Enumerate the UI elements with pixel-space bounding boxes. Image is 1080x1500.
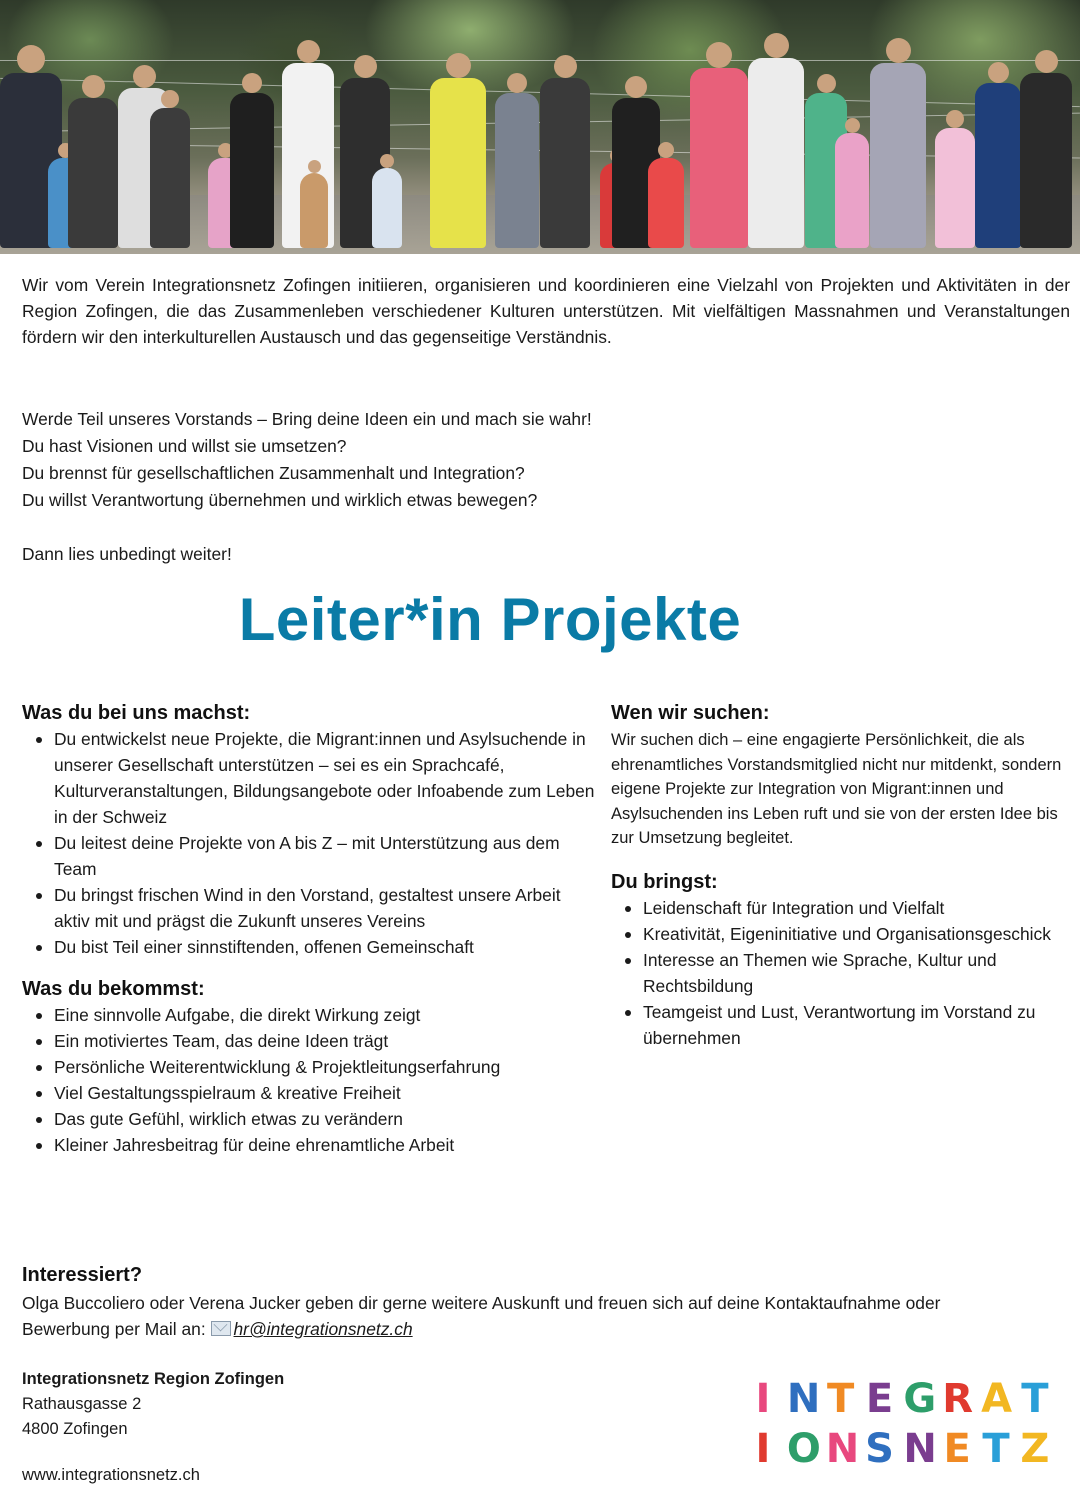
list-item: Eine sinnvolle Aufgabe, die direkt Wirkung zeigt <box>22 1002 597 1028</box>
person-silhouette <box>935 128 975 248</box>
benefits-section <box>22 976 597 1158</box>
list-item: Du entwickelst neue Projekte, die Migrant:innen und Asylsuchende in unserer Gesellschaft unterstützen – sei es ein Sprachcafé, Kulturveranstaltungen, Bildungsangebote oder Infoabende zum Leben in der Schweiz <box>22 726 597 830</box>
envelope-icon <box>211 1321 231 1336</box>
benefits-list <box>22 1002 597 1158</box>
person-silhouette <box>835 133 869 248</box>
person-head <box>706 42 732 68</box>
person-head <box>507 73 527 93</box>
person-head <box>764 33 789 58</box>
list-item: Kreativität, Eigeninitiative und Organisationsgeschick <box>611 921 1071 947</box>
search-text: Wir suchen dich – eine engagierte Persönlichkeit, die als ehrenamtliches Vorstandsmitglied nicht nur mitdenkt, sondern eigene Projekte zur Integration von Migrant:innen und Asylsuchenden ins Leben ruft und sie von der ersten Idee bis zur Umsetzung begleitet. <box>611 731 1062 848</box>
list-item: Du bringst frischen Wind in den Vorstand, gestaltest unsere Arbeit aktiv mit und prägst die Zukunft unseres Vereins <box>22 882 597 934</box>
logo-row <box>748 1378 1050 1420</box>
contact-section <box>22 1262 1022 1342</box>
logo-letter: G <box>903 1376 937 1422</box>
person-silhouette <box>748 58 804 248</box>
contact-body: Olga Buccoliero oder Verena Jucker geben dir gerne weitere Auskunft und freuen sich auf deine Kontaktaufnahme oder Bewerbung per Mail an: <box>22 1293 941 1339</box>
logo-letter: O <box>786 1426 821 1472</box>
job-title: Leiter*in Projekte <box>238 586 742 653</box>
person-head <box>17 45 45 73</box>
list-item: Persönliche Weiterentwicklung & Projektleitungserfahrung <box>22 1054 597 1080</box>
person-silhouette <box>495 93 539 248</box>
logo-row <box>748 1428 1050 1470</box>
integrationsnetz-logo <box>748 1376 1058 1472</box>
cta-line: Du hast Visionen und willst sie umsetzen? <box>22 436 347 456</box>
left-column <box>22 700 597 1158</box>
logo-letter: N <box>825 1426 860 1472</box>
list-item: Teamgeist und Lust, Verantwortung im Vorstand zu übernehmen <box>611 999 1071 1051</box>
person-silhouette <box>870 63 926 248</box>
person-head <box>354 55 377 78</box>
email-link[interactable]: hr@integrationsnetz.ch <box>233 1319 413 1339</box>
list-item: Ein motiviertes Team, das deine Ideen trägt <box>22 1028 597 1054</box>
person-silhouette <box>372 168 402 248</box>
requirements-heading: Du bringst: <box>611 870 718 893</box>
read-on-text: Dann lies unbedingt weiter! <box>22 544 232 564</box>
cta-line: Du willst Verantwortung übernehmen und wirklich etwas bewegen? <box>22 490 538 510</box>
address-block <box>22 1367 284 1442</box>
contact-heading: Interessiert? <box>22 1264 143 1286</box>
list-item: Viel Gestaltungsspielraum & kreative Freiheit <box>22 1080 597 1106</box>
intro-paragraph: Wir vom Verein Integrationsnetz Zofingen initiieren, organisieren und koordinieren eine Vielzahl von Projekten und Aktivitäten in der Region Zofingen, die das Zusammenleben verschiedener Kulturen unterstützen. Mit vielfältigen Massnahmen und Veranstaltungen fördern wir den interkulturellen Austausch und das gegenseitige Verständnis. <box>22 275 1070 347</box>
tasks-section <box>22 700 597 960</box>
logo-letter: I <box>755 1426 771 1472</box>
hero-photo <box>0 0 1080 254</box>
person-silhouette <box>68 98 118 248</box>
tasks-heading: Was du bei uns machst: <box>22 702 251 724</box>
logo-letter: T <box>982 1426 1010 1472</box>
person-head <box>446 53 471 78</box>
person-silhouette <box>300 173 328 248</box>
logo-letter: E <box>865 1376 894 1422</box>
person-head <box>297 40 320 63</box>
person-head <box>308 160 321 173</box>
person-silhouette <box>540 78 590 248</box>
person-head <box>817 74 836 93</box>
person-silhouette <box>975 83 1021 248</box>
logo-letter: R <box>942 1376 974 1422</box>
person-head <box>82 75 105 98</box>
list-item: Du leitest deine Projekte von A bis Z – mit Unterstützung aus dem Team <box>22 830 597 882</box>
logo-letter: I <box>755 1376 771 1422</box>
city-address: 4800 Zofingen <box>22 1420 128 1438</box>
person-head <box>161 90 179 108</box>
person-silhouette <box>230 93 274 248</box>
person-head <box>988 62 1009 83</box>
benefits-heading: Was du bekommst: <box>22 978 205 1000</box>
person-head <box>625 76 647 98</box>
logo-letter: T <box>827 1376 855 1422</box>
requirements-section <box>611 869 1071 1051</box>
logo-letter: A <box>981 1376 1013 1422</box>
tasks-list <box>22 726 597 960</box>
person-silhouette <box>430 78 486 248</box>
person-head <box>380 154 394 168</box>
person-head <box>886 38 911 63</box>
logo-letter: T <box>1021 1376 1049 1422</box>
person-head <box>1035 50 1058 73</box>
person-head <box>133 65 156 88</box>
person-head <box>554 55 577 78</box>
logo-letter: N <box>903 1426 937 1472</box>
cta-line: Werde Teil unseres Vorstands – Bring deine Ideen ein und mach sie wahr! <box>22 409 592 429</box>
person-silhouette <box>690 68 748 248</box>
search-heading: Wen wir suchen: <box>611 702 770 724</box>
list-item: Interesse an Themen wie Sprache, Kultur und Rechtsbildung <box>611 947 1071 999</box>
logo-letter: N <box>786 1376 821 1422</box>
person-head <box>658 142 674 158</box>
person-silhouette <box>1020 73 1072 248</box>
website-link[interactable]: www.integrationsnetz.ch <box>22 1466 200 1484</box>
street-address: Rathausgasse 2 <box>22 1395 142 1413</box>
person-head <box>946 110 964 128</box>
call-to-action <box>22 406 1062 514</box>
person-head <box>242 73 262 93</box>
requirements-list <box>611 895 1071 1051</box>
person-silhouette <box>648 158 684 248</box>
person-silhouette <box>150 108 190 248</box>
logo-letter: Z <box>1020 1426 1050 1472</box>
organization-name: Integrationsnetz Region Zofingen <box>22 1370 285 1388</box>
list-item: Du bist Teil einer sinnstiftenden, offenen Gemeinschaft <box>22 934 597 960</box>
logo-letter: S <box>865 1426 894 1472</box>
right-column <box>611 700 1071 1051</box>
search-section <box>611 700 1071 851</box>
list-item: Das gute Gefühl, wirklich etwas zu verändern <box>22 1106 597 1132</box>
logo-letter: E <box>943 1426 971 1472</box>
cta-line: Du brennst für gesellschaftlichen Zusammenhalt und Integration? <box>22 463 525 483</box>
list-item: Kleiner Jahresbeitrag für deine ehrenamtliche Arbeit <box>22 1132 597 1158</box>
list-item: Leidenschaft für Integration und Vielfalt <box>611 895 1071 921</box>
contact-text <box>22 1290 1022 1342</box>
person-head <box>845 118 860 133</box>
